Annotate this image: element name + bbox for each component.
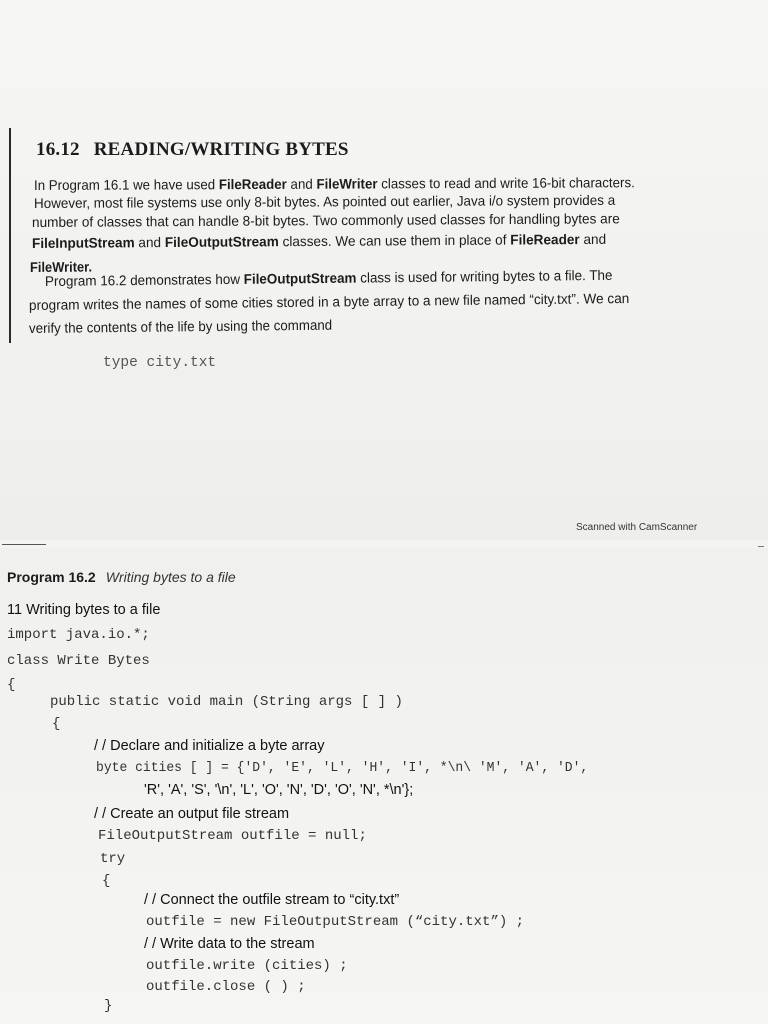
section-number: 16.12 [36,139,80,160]
class-name: FileReader [218,175,287,193]
code-line: { [52,716,61,732]
text: and [134,234,165,251]
margin-line [9,128,11,343]
text: program writes the names of some cities stored in a byte array to a new file named “city.txt”. We can [28,289,630,313]
program-caption: Writing bytes to a file [105,569,236,585]
code-line: outfile.write (cities) ; [146,958,348,974]
page-divider-mark [758,546,764,547]
section-heading [36,139,349,161]
page-divider [2,544,46,545]
code-line: 'R', 'A', 'S', '\n', 'L', 'O', 'N', 'D', 'O', 'N', *\n'}; [144,782,414,798]
code-line: } [104,998,113,1014]
code-line: import java.io.*; [7,627,150,643]
text: In Program 16.1 we have used [33,176,219,193]
code-line: public static void main (String args [ ] ) [50,694,403,710]
code-line: byte cities [ ] = {'D', 'E', 'L', 'H', 'I', *\n\ 'M', 'A', 'D', [96,760,589,776]
class-name: FileInputStream [31,234,135,251]
code-comment: / / Create an output file stream [94,806,290,822]
text: verify the contents of the life by using the command [28,316,333,336]
code-line: FileOutputStream outfile = null; [98,828,367,844]
class-name: FileWriter [316,175,378,192]
code-line: outfile.close ( ) ; [146,979,306,995]
para1-line2 [34,192,615,211]
program-title [7,569,236,587]
code-line: { [102,873,111,889]
code-line: outfile = new FileOutputStream (“city.txt”) ; [146,914,525,930]
code-comment: / / Write data to the stream [144,936,315,952]
text: classes. We can use them in place of [278,231,511,250]
text: number of classes that can handle 8-bit bytes. Two commonly used classes for handling bytes are [31,210,620,230]
text: and [286,175,317,192]
text: classes to read and write 16-bit characters. [377,174,635,192]
program-label: Program 16.2 [7,569,96,585]
para1-line1 [34,174,635,193]
scanner-watermark: Scanned with CamScanner [576,522,698,533]
text: Program 16.2 demonstrates how [44,270,244,289]
class-name: FileOutputStream [164,233,279,251]
class-name: FileWriter. [29,258,93,275]
section-title: READING/WRITING BYTES [93,139,349,160]
code-line: try [100,851,126,867]
code-line: class Write Bytes [7,653,150,669]
code-comment: / / Connect the outfile stream to “city.txt” [144,892,400,908]
code-comment: / / Declare and initialize a byte array [94,738,325,754]
class-name: FileReader [510,231,580,248]
text: and [579,230,607,248]
code-line: { [7,677,16,693]
para2-line3 [29,317,332,336]
text: class is used for writing bytes to a file. The [356,266,613,286]
command-example: type city.txt [103,355,217,371]
code-line: 11 Writing bytes to a file [7,602,161,618]
text: However, most file systems use only 8-bit bytes. As pointed out earlier, Java i/o system provides a [33,191,616,211]
class-name: FileOutputStream [243,269,357,287]
